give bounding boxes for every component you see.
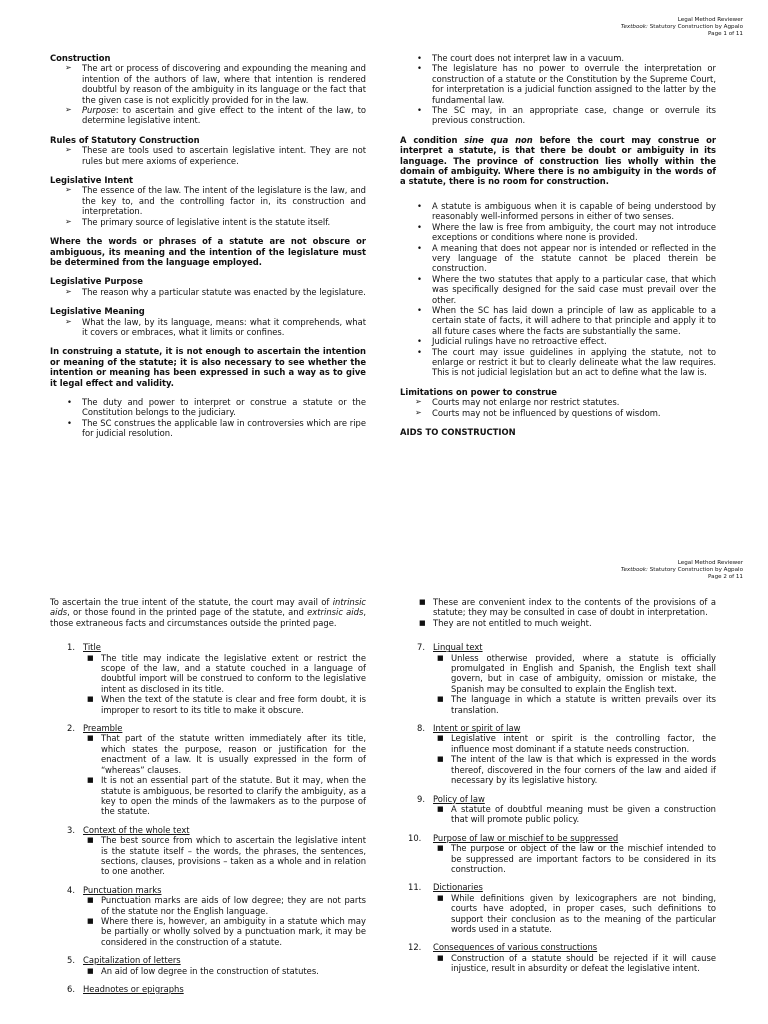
square-bullet-icon: ■: [87, 896, 94, 905]
aid-section: 12. Consequences of various constructions ■ Construction of a statute should be rejected if it will cause injustice, result in absurdity or defeat the legislative intent.: [408, 942, 716, 974]
heading-construction: Construction: [50, 53, 111, 63]
aid-title: Context of the whole text: [83, 824, 190, 835]
bullet-icon: •: [67, 417, 72, 428]
bullet-icon: •: [417, 304, 422, 315]
list-item: ➢ Purpose: to ascertain and give effect to the intent of the law, to determine legislative intent.: [65, 105, 367, 126]
aid-title: Capitalization of letters: [83, 955, 181, 966]
header-textbook: Textbook: Statutory Construction by Agpalo: [620, 24, 743, 31]
list-item: • The SC construes the applicable law in controversies which are ripe for judicial resolution.: [67, 417, 366, 439]
heading-aids-to-construction: AIDS TO CONSTRUCTION: [400, 427, 516, 437]
bullet-icon: •: [417, 242, 422, 253]
bullet-icon: •: [417, 273, 422, 284]
square-bullet-icon: ■: [437, 653, 444, 662]
page1-right-column: [400, 53, 716, 437]
arrow-bullet-icon: ➢: [65, 63, 72, 73]
list-item: ➢ These are tools used to ascertain legislative intent. They are not rules but mere axioms of experience.: [65, 145, 366, 166]
square-bullet-icon: ■: [87, 966, 94, 975]
list-item: • Where the law is free from ambiguity, the court may not introduce exceptions or conditions where none is provided.: [417, 221, 716, 243]
aid-section: 1. Title ■ The title may indicate the legislative extent or restrict the scope of the law, and a statute couched in a language of doubtful import will be construed to conform to the legislative intent as disclosed in its title. ■ When the text of the statute is clear and free form doubt, it is improper to resort to its title to make it obscure.: [67, 642, 366, 715]
aid-title: Purpose of law or mischief to be suppressed: [433, 832, 619, 843]
square-bullet-icon: ■: [87, 734, 94, 743]
list-item: ■ That part of the statute written immediately after its title, which states the purpose, reason or justification for the enactment of a law. It is usually expressed in the form of “whereas” clauses.: [87, 733, 366, 775]
bullet-icon: •: [417, 53, 422, 63]
page2-right-column: [400, 597, 716, 982]
ambiguity-list: [400, 201, 716, 378]
heading-legislative-intent: Legislative Intent: [50, 175, 134, 186]
rules-list: [50, 145, 366, 166]
bullet-icon: •: [417, 336, 422, 347]
list-item: ➢ The essence of the law. The intent of the legislature is the law, and the key to, and the controlling factor in, its construction and interpretation.: [65, 185, 366, 217]
page-header: [621, 17, 743, 39]
list-item: • Where the two statutes that apply to a particular case, that which was specifically designed for the said case must prevail over the other.: [417, 273, 716, 305]
list-item: ■ The purpose or object of the law or the mischief intended to be suppressed are important factors to be considered in its construction.: [437, 843, 716, 874]
list-item: • A meaning that does not appear nor is intended or reflected in the very language of the statute cannot be placed therein be construction.: [417, 242, 716, 274]
square-bullet-icon: ■: [87, 776, 94, 785]
square-bullet-icon: ■: [419, 618, 426, 627]
aid-section: 9. Policy of law ■ A statute of doubtful meaning must be given a construction that will promote public policy.: [417, 793, 716, 825]
list-item: • A statute is ambiguous when it is capable of being understood by reasonably well-informed persons in either of two senses.: [417, 200, 716, 222]
arrow-bullet-icon: ➢: [65, 286, 72, 296]
intent-list: [50, 185, 366, 227]
list-item: ■ The best source from which to ascertain the legislative intent is the statute itself – the words, the phrases, the sentences, sections, clauses, provisions – taken as a whole and in relation to one another.: [87, 835, 366, 877]
list-item: ■ Where there is, however, an ambiguity in a statute which may be partially or wholly solved by a punctuation mark, it may be considered in the construction of a statute.: [87, 915, 366, 947]
bold-paragraph: A condition sine qua non before the court may construe or interpret a statute, is that there be doubt or ambiguity in its language. The province of construction lies wholly within the domain of ambiguity. Where there is no ambiguity in the words of a statute, there is no room for construction.: [400, 134, 716, 187]
list-item: • When the SC has laid down a principle of law as applicable to a certain state of facts, it will adhere to that principle and apply it to all future cases where the facts are substantially the same.: [417, 304, 716, 336]
aid-title: Preamble: [83, 723, 123, 734]
document-page-2: [0, 553, 768, 1024]
list-item: • Judicial rulings have no retroactive effect.: [417, 336, 607, 347]
list-item: ➢ The primary source of legislative intent is the statute itself.: [65, 216, 331, 227]
arrow-bullet-icon: ➢: [65, 216, 72, 226]
square-bullet-icon: ■: [437, 755, 444, 764]
bold-paragraph: Where the words or phrases of a statute are not obscure or ambiguous, its meaning and the intention of the legislature must be determined from the language employed.: [50, 236, 366, 267]
bullet-icon: •: [67, 396, 72, 407]
arrow-bullet-icon: ➢: [415, 397, 422, 407]
aids-list-right: [400, 642, 716, 973]
list-item: ■ These are convenient index to the contents of the provisions of a statute; they may be consulted in case of doubt in interpretation.: [419, 597, 716, 618]
heading-rules: Rules of Statutory Construction: [50, 134, 200, 145]
aid-section: 11. Dictionaries ■ While definitions given by lexicographers are not binding, courts have adopted, in proper cases, such definitions to support their conclusion as to the meaning of the particular words used in a statute.: [408, 882, 716, 934]
square-bullet-icon: ■: [87, 836, 94, 845]
aid-title: Punctuation marks: [83, 884, 162, 895]
purpose-list: [50, 287, 366, 297]
court-list: [400, 53, 716, 126]
aid-section: 4. Punctuation marks ■ Punctuation marks are aids of low degree; they are not parts of the statute nor the English language. ■ Where there is, however, an ambiguity in a statute which may be partially or wholly solved by a punctuation mark, it may be considered in the construction of a statute.: [67, 884, 366, 947]
list-item: ➢ The reason why a particular statute was enacted by the legislature.: [65, 286, 366, 297]
list-item: ■ Punctuation marks are aids of low degree; they are not parts of the statute nor the English language.: [87, 895, 366, 916]
intro-paragraph: To ascertain the true intent of the statute, the court may avail of intrinsic aids, or those found in the printed page of the statute, and extrinsic aids, those extraneous facts and circumstances outside the printed page.: [50, 597, 366, 628]
square-bullet-icon: ■: [437, 734, 444, 743]
aid-title: Lingual text: [433, 642, 483, 653]
page2-left-column: [50, 597, 366, 1002]
bullet-icon: •: [417, 105, 422, 116]
list-item: ■ The title may indicate the legislative extent or restrict the scope of the law, and a statute couched in a language of doubtful import will be construed to conform to the legislative intent as disclosed in its title.: [87, 652, 366, 694]
list-item: • The court does not interpret law in a vacuum.: [417, 53, 625, 63]
square-bullet-icon: ■: [437, 893, 444, 902]
bullet-icon: •: [417, 221, 422, 232]
header-page-number: Page 2 of 11: [708, 574, 743, 581]
heading-legislative-meaning: Legislative Meaning: [50, 306, 145, 317]
list-item: ➢ What the law, by its language, means: what it comprehends, what it covers or embraces, what it limits or confines.: [65, 316, 366, 337]
list-item: ■ Legislative intent or spirit is the controlling factor, the influence most dominant if a statute needs construction.: [437, 733, 716, 754]
square-bullet-icon: ■: [87, 916, 94, 925]
construction-list: [50, 63, 366, 125]
duty-list: [50, 397, 366, 439]
bold-paragraph: In construing a statute, it is not enough to ascertain the intention or meaning of the statute; it is also necessary to see whether the intention or meaning has been expressed in such a way as to give it legal effect and validity.: [50, 346, 366, 388]
aid-section: 5. Capitalization of letters ■ An aid of low degree in the construction of statutes.: [50, 955, 366, 976]
headnotes-list: [400, 597, 716, 628]
list-item: ■ A statute of doubtful meaning must be given a construction that will promote public policy.: [437, 803, 716, 825]
list-item: ■ They are not entitled to much weight.: [419, 617, 592, 628]
list-item: ■ While definitions given by lexicographers are not binding, courts have adopted, in proper cases, such definitions to support their conclusion as to the meaning of the particular words used in a statute.: [437, 892, 716, 934]
list-item: • The court may issue guidelines in applying the statute, not to enlarge or restrict it but to clearly delineate what the law requires. This is not judicial legislation but an act to define what the law is.: [417, 346, 716, 378]
list-item: ■ The intent of the law is that which is expressed in the words thereof, discovered in the four corners of the law and aided if necessary by its legislative history.: [437, 754, 716, 786]
aid-section: 8. Intent or spirit of law ■ Legislative intent or spirit is the controlling factor, the influence most dominant if a statute needs construction. ■ The intent of the law is that which is expressed in the words thereof, discovered in the four corners of the law and aided if necessary by its legislative history.: [417, 723, 716, 786]
header-title: Legal Method Reviewer: [677, 17, 743, 23]
square-bullet-icon: ■: [437, 695, 444, 704]
page1-left-column: [50, 53, 366, 439]
aids-list-left: [50, 642, 366, 994]
arrow-bullet-icon: ➢: [65, 316, 72, 326]
square-bullet-icon: ■: [419, 598, 426, 606]
list-item: • The SC may, in an appropriate case, change or overrule its previous construction.: [417, 105, 716, 126]
bullet-icon: •: [417, 346, 422, 357]
aid-section: 7. Lingual text ■ Unless otherwise provided, where a statute is officially promulgated in English and Spanish, the English text shall govern, but in case of ambiguity, omission or mistake, the Spanish may be consulted to explain the English text. ■ The language in which a statute is written prevails over its translation.: [417, 642, 716, 715]
header-page-number: Page 1 of 11: [708, 31, 743, 38]
list-item: ➢ Courts may not enlarge nor restrict statutes.: [415, 397, 620, 408]
aid-section: 10. Purpose of law or mischief to be suppressed ■ The purpose or object of the law or the mischief intended to be suppressed are important factors to be considered in its construction.: [408, 832, 716, 874]
heading-limitations: Limitations on power to construe: [400, 386, 557, 397]
page-header: [621, 560, 743, 582]
arrow-bullet-icon: ➢: [65, 145, 72, 155]
aid-title: Title: [83, 642, 101, 653]
arrow-bullet-icon: ➢: [65, 105, 72, 115]
list-item: ■ Unless otherwise provided, where a statute is officially promulgated in English and Spanish, the English text shall govern, but in case of ambiguity, omission or mistake, the Spanish may be consulted to explain the English text.: [437, 652, 716, 694]
square-bullet-icon: ■: [87, 695, 94, 704]
arrow-bullet-icon: ➢: [415, 407, 422, 417]
square-bullet-icon: ■: [437, 844, 444, 853]
list-item: ■ When the text of the statute is clear and free form doubt, it is improper to resort to its title to make it obscure.: [87, 694, 366, 715]
aid-title: Dictionaries: [433, 882, 483, 893]
limitations-list: [400, 397, 716, 418]
aid-title: Intent or spirit of law: [433, 723, 521, 734]
list-item: ■ It is not an essential part of the statute. But it may, when the statute is ambiguous, be resorted to clarify the ambiguity, as a key to open the minds of the lawmakers as to the purpose of the statute.: [87, 775, 366, 817]
bullet-icon: •: [417, 63, 422, 74]
square-bullet-icon: ■: [437, 804, 444, 813]
aid-title: Headnotes or epigraphs: [83, 984, 184, 994]
aid-title: Consequences of various constructions: [433, 942, 598, 953]
list-item: ■ The language in which a statute is written prevails over its translation.: [437, 694, 716, 715]
aid-section: 2. Preamble ■ That part of the statute written immediately after its title, which states the purpose, reason or justification for the enactment of a law. It is usually expressed in the form of “whereas” clauses. ■ It is not an essential part of the statute. But it may, when the statute is ambiguous, be resorted to clarify the ambiguity, as a key to open the minds of the lawmakers as to the purpose of the statute.: [67, 723, 366, 817]
aid-section: 3. Context of the whole text ■ The best source from which to ascertain the legislative intent is the statute itself – the words, the phrases, the sentences, sections, clauses, provisions – taken as a whole and in relation to one another.: [67, 824, 366, 877]
aid-section: 6. Headnotes or epigraphs: [67, 984, 184, 994]
list-item: • The duty and power to interpret or construe a statute or the Constitution belongs to the judiciary.: [67, 396, 366, 418]
list-item: • The legislature has no power to overrule the interpretation or construction of a statute or the Constitution by the Supreme Court, for interpretation is a judicial function assigned to the latter by the fundamental law.: [417, 63, 716, 105]
meaning-list: [50, 317, 366, 338]
header-title: Legal Method Reviewer: [677, 560, 743, 566]
list-item: ➢ Courts may not be influenced by questions of wisdom.: [415, 407, 661, 418]
list-item: ➢ The art or process of discovering and expounding the meaning and intention of the authors of law, where that intention is rendered doubtful by reason of the ambiguity in its language or the fact that the given case is not explicitly provided for in the law.: [65, 63, 366, 105]
heading-legislative-purpose: Legislative Purpose: [50, 276, 143, 287]
square-bullet-icon: ■: [87, 653, 94, 662]
arrow-bullet-icon: ➢: [65, 185, 72, 195]
header-textbook: Textbook: Statutory Construction by Agpalo: [620, 567, 743, 574]
aid-title: Policy of law: [433, 793, 485, 804]
square-bullet-icon: ■: [437, 953, 444, 962]
list-item: ■ An aid of low degree in the construction of statutes.: [87, 965, 319, 976]
list-item: ■ Construction of a statute should be rejected if it will cause injustice, result in absurdity or defeat the legislative intent.: [437, 952, 716, 974]
page-gap: [0, 512, 768, 553]
bullet-icon: •: [417, 200, 422, 211]
